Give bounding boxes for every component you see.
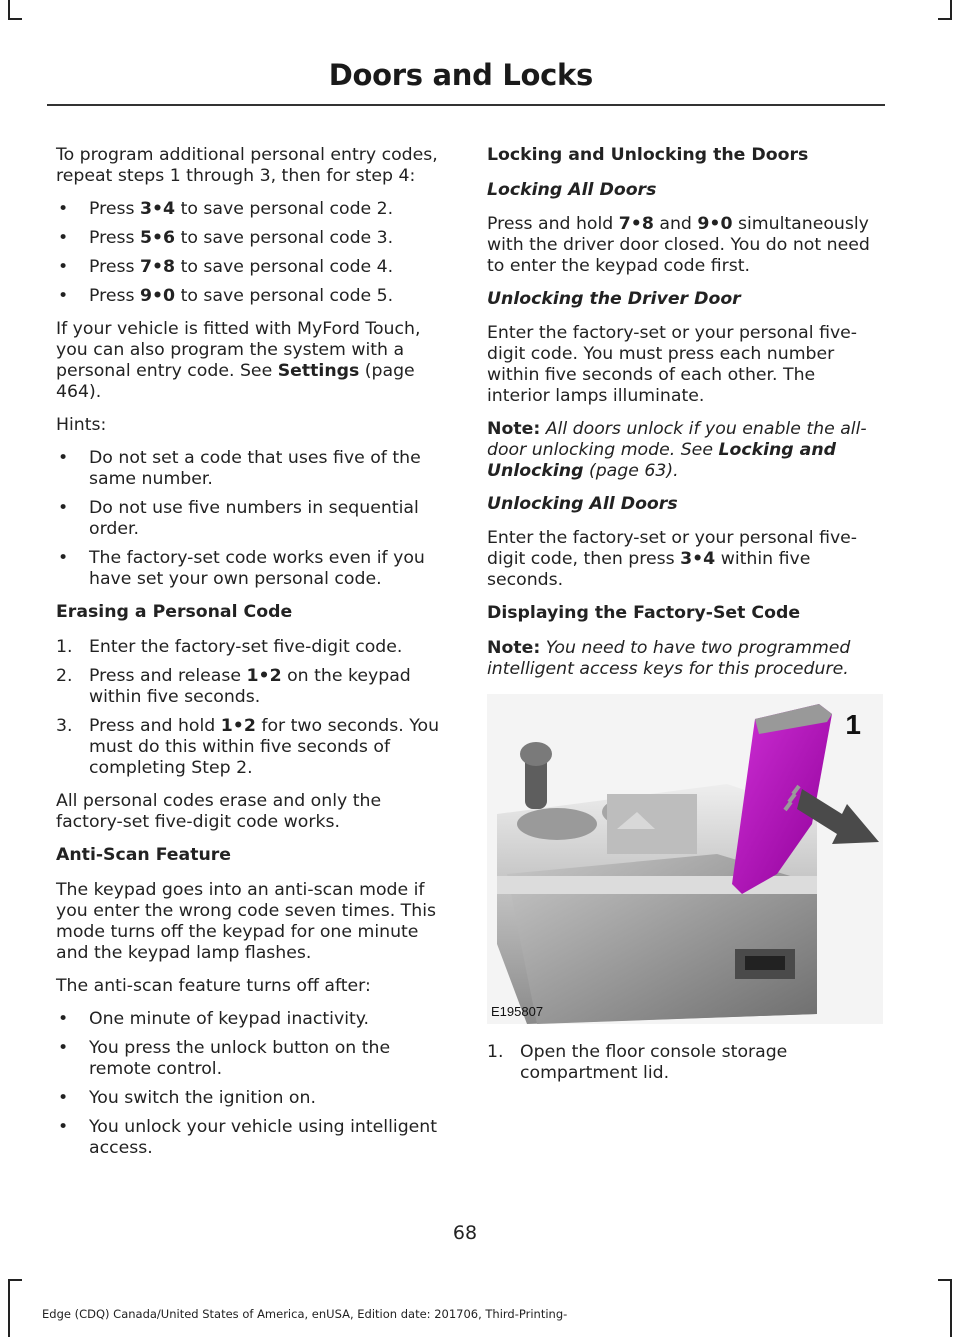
keypad-key: 9•0	[139, 286, 176, 306]
figure-callout-number: 1	[845, 709, 861, 740]
list-item: • Press 3•4 to save personal code 2.	[56, 199, 448, 220]
keypad-key: 7•8	[139, 257, 176, 277]
footer-edition: Edge (CDQ) Canada/United States of America, enUSA, Edition date: 201706, Third-Printing-	[42, 1307, 568, 1321]
list-item: • Press 5•6 to save personal code 3.	[56, 228, 448, 249]
page-number: 68	[452, 1222, 478, 1244]
crop-mark	[8, 1279, 22, 1281]
factory-steps-list	[487, 1042, 883, 1084]
page-title: Doors and Locks	[328, 58, 593, 92]
antiscan-off-label: The anti-scan feature turns off after:	[56, 976, 371, 996]
subheading-unlocking-driver: Unlocking the Driver Door	[487, 289, 741, 309]
list-item: • Do not set a code that uses five of the same number.	[56, 448, 448, 490]
settings-link[interactable]: Settings	[277, 361, 360, 381]
left-column	[56, 145, 448, 1171]
keypad-key: 1•2	[246, 666, 282, 686]
section-heading-erasing: Erasing a Personal Code	[56, 602, 293, 622]
keypad-key: 1•2	[220, 716, 256, 736]
right-column	[487, 145, 883, 1096]
header-divider	[47, 104, 885, 106]
section-heading-locking: Locking and Unlocking the Doors	[487, 145, 809, 165]
list-item: • You unlock your vehicle using intelligent access.	[56, 1117, 448, 1159]
list-item: • Press 7•8 to save personal code 4.	[56, 257, 448, 278]
erase-steps-list	[56, 637, 448, 779]
unlocking-driver-paragraph: Enter the factory-set or your personal five-digit code. You must press each number within five seconds of each other. The interior lamps illuminate.	[487, 323, 858, 406]
crop-mark	[938, 18, 952, 20]
antiscan-paragraph: The keypad goes into an anti-scan mode if you enter the wrong code seven times. This mode turns off the keypad for one minute and the keypad lamp flashes.	[56, 880, 436, 963]
list-item: • Do not use five numbers in sequential order.	[56, 498, 448, 540]
keypad-key: 5•6	[139, 228, 176, 248]
keypad-key: 9•0	[697, 214, 733, 234]
crop-mark	[8, 18, 22, 20]
list-item: 2. Press and release 1•2 on the keypad within five seconds.	[56, 666, 411, 707]
crop-mark	[950, 0, 952, 20]
section-heading-antiscan: Anti-Scan Feature	[56, 845, 231, 865]
keypad-key: 7•8	[618, 214, 654, 234]
locking-unlocking-link[interactable]: Locking and Unlocking	[487, 440, 837, 481]
myford-paragraph: If your vehicle is fitted with MyFord Touch, you can also program the system with a personal entry code. See Settings (page 464).	[56, 319, 421, 402]
antiscan-list	[56, 1009, 448, 1159]
unlocking-all-paragraph: Enter the factory-set or your personal five-digit code, then press 3•4 within five seconds.	[487, 528, 858, 590]
crop-mark	[950, 1279, 952, 1337]
subheading-locking-all: Locking All Doors	[487, 180, 657, 200]
intro-paragraph: To program additional personal entry codes, repeat steps 1 through 3, then for step 4:	[56, 145, 438, 186]
crop-mark	[938, 1279, 952, 1281]
list-item: • One minute of keypad inactivity.	[56, 1009, 448, 1030]
console-illustration	[487, 694, 883, 1024]
list-item: • You switch the ignition on.	[56, 1088, 448, 1109]
hints-label: Hints:	[56, 415, 107, 435]
list-item: • You press the unlock button on the remote control.	[56, 1038, 448, 1080]
list-item: • The factory-set code works even if you have set your own personal code.	[56, 548, 448, 590]
save-steps-list	[56, 199, 448, 307]
section-heading-factory-code: Displaying the Factory-Set Code	[487, 603, 801, 623]
figure-code: E195807	[491, 1004, 544, 1019]
keypad-key: 3•4	[680, 549, 716, 569]
keypad-key: 3•4	[139, 199, 176, 219]
crop-mark	[8, 0, 10, 20]
locking-all-paragraph: Press and hold 7•8 and 9•0 simultaneously with the driver door closed. You do not need to enter the keypad code first.	[487, 214, 870, 276]
erase-result: All personal codes erase and only the factory-set five-digit code works.	[56, 791, 382, 832]
list-item: 1. Open the floor console storage compartment lid.	[487, 1042, 788, 1083]
console-lid-figure	[487, 694, 883, 1024]
crop-mark	[8, 1279, 10, 1337]
hints-list	[56, 448, 448, 590]
subheading-unlocking-all: Unlocking All Doors	[487, 494, 678, 514]
list-item: 1. Enter the factory-set five-digit code.	[56, 637, 403, 657]
note-paragraph: Note: All doors unlock if you enable the all-door unlocking mode. See Locking and Unlocking (page 63).	[487, 419, 867, 481]
note-paragraph: Note: You need to have two programmed intelligent access keys for this procedure.	[487, 638, 851, 679]
list-item: • Press 9•0 to save personal code 5.	[56, 286, 448, 307]
list-item: 3. Press and hold 1•2 for two seconds. You must do this within five seconds of completing Step 2.	[56, 716, 440, 778]
